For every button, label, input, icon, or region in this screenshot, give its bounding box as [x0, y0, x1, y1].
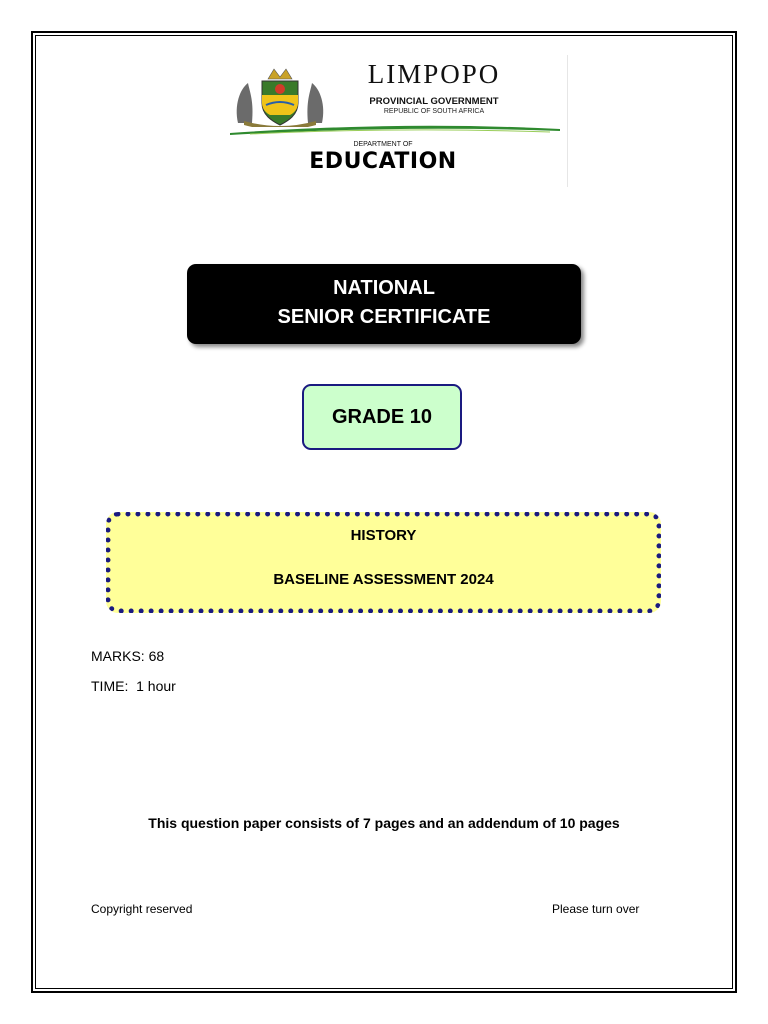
assessment-title: BASELINE ASSESSMENT 2024: [273, 571, 494, 588]
grade-label: GRADE 10: [331, 406, 433, 428]
pages-note: This question paper consists of 7 pages and an addendum of 10 pages: [148, 815, 620, 831]
turn-over-footer: Please turn over: [552, 902, 640, 916]
time-label: TIME: 1 hour: [91, 678, 176, 694]
banner-line-1: NATIONAL: [333, 277, 435, 299]
subject-box: [106, 512, 661, 613]
province-name: LIMPOPO: [367, 59, 501, 89]
banner-line-2: SENIOR CERTIFICATE: [277, 306, 491, 328]
coat-of-arms-icon: [230, 65, 330, 127]
logo-swoosh-divider: [230, 123, 570, 135]
department-of-label: DEPARTMENT OF: [353, 141, 413, 148]
nsc-banner: [187, 264, 581, 344]
subject-name: HISTORY: [350, 527, 417, 544]
republic-label: REPUBLIC OF SOUTH AFRICA: [383, 108, 485, 115]
provincial-government-label: PROVINCIAL GOVERNMENT: [369, 96, 499, 107]
copyright-footer: Copyright reserved: [91, 902, 193, 916]
logo-edge-line: [567, 55, 568, 187]
marks-label: MARKS: 68: [91, 648, 165, 664]
department-name: EDUCATION: [309, 149, 457, 174]
limpopo-education-logo: [230, 55, 570, 190]
grade-box: [302, 384, 462, 450]
